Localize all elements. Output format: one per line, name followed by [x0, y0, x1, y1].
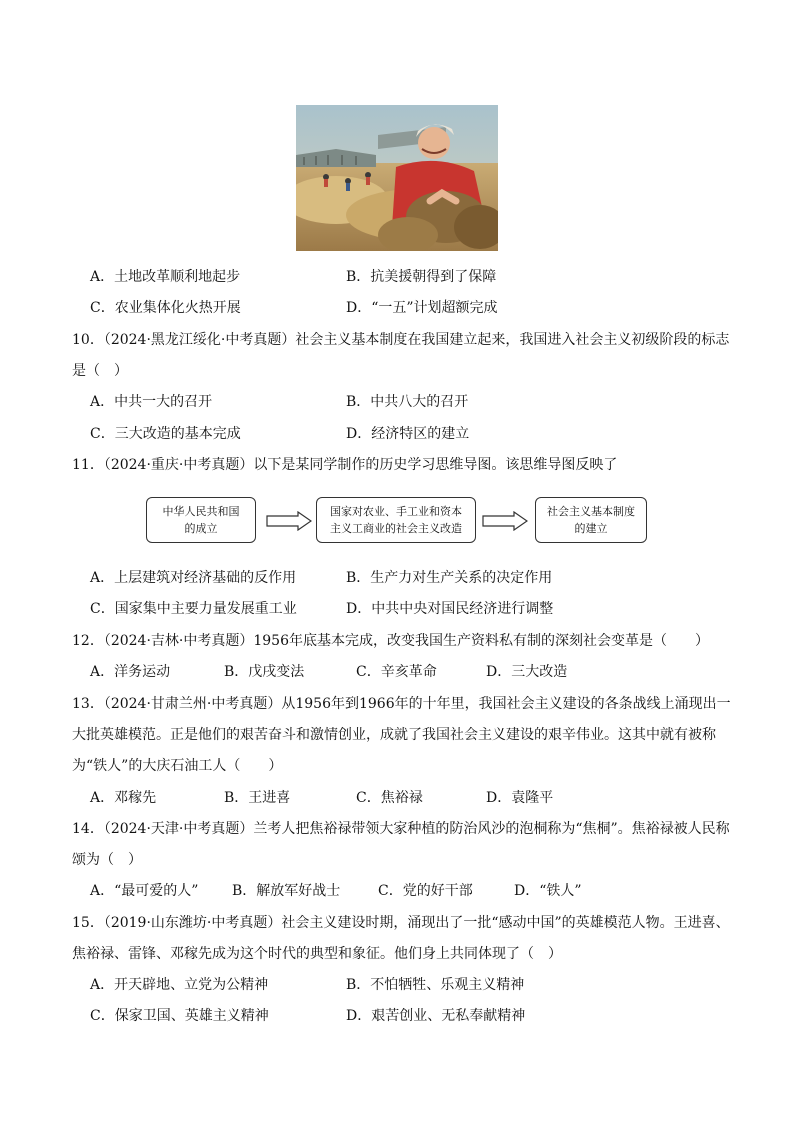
- q14-stem-line1: 14．（2024·天津·中考真题）兰考人把焦裕禄带领大家种植的防治风沙的泡桐称为“焦桐”。焦裕禄被人民称: [72, 821, 730, 837]
- q11-stem: 11．（2024·重庆·中考真题）以下是某同学制作的历史学习思维导图。该思维导图反映了: [72, 457, 618, 473]
- q11-option-b: B．生产力对生产关系的决定作用: [346, 570, 553, 586]
- mindmap-box-prc-founding-line1: 中华人民共和国: [162, 505, 240, 518]
- q13-option-c: C．焦裕禄: [356, 790, 423, 806]
- mindmap-box-socialist-transformation-line1: 国家对农业、手工业和资本: [330, 505, 462, 518]
- mindmap-arrow-1-icon: [266, 511, 312, 531]
- q12-stem: 12．（2024·吉林·中考真题）1956年底基本完成，改变我国生产资料私有制的深刻社会变革是（ ）: [72, 633, 709, 649]
- q13-stem-line3: 为“铁人”的大庆石油工人（ ）: [72, 758, 283, 774]
- q12-option-c: C．辛亥革命: [356, 664, 437, 680]
- q11-option-d: D．中共中央对国民经济进行调整: [346, 601, 554, 617]
- q14-option-b: B．解放军好战士: [232, 883, 341, 899]
- q13-option-d: D．袁隆平: [486, 790, 554, 806]
- q10-stem-line2: 是（ ）: [72, 363, 128, 379]
- mindmap-box-socialist-system-line2: 的建立: [574, 522, 608, 535]
- poster-harvest-woman-icon: [296, 105, 498, 251]
- q10-option-c: C．三大改造的基本完成: [90, 426, 241, 442]
- mindmap-box-prc-founding: [146, 497, 256, 543]
- q14-option-d: D．“铁人”: [514, 883, 582, 899]
- mindmap-arrow-2-icon: [482, 511, 528, 531]
- q14-option-a: A．“最可爱的人”: [90, 883, 199, 899]
- q11-option-a: A．上层建筑对经济基础的反作用: [90, 570, 297, 586]
- mindmap-box-socialist-transformation: [316, 497, 476, 543]
- poster-illustration: [296, 105, 498, 251]
- q13-stem-line1: 13．（2024·甘肃兰州·中考真题）从1956年到1966年的十年里，我国社会主义建设的各条战线上涌现出一: [72, 696, 731, 712]
- q14-option-c: C．党的好干部: [378, 883, 473, 899]
- mindmap-box-prc-founding-line2: 的成立: [184, 522, 218, 535]
- q10-option-a: A．中共一大的召开: [90, 394, 213, 410]
- q9-option-a: A．土地改革顺利地起步: [90, 269, 241, 285]
- q12-option-b: B．戊戌变法: [224, 664, 305, 680]
- q11-option-c: C．国家集中主要力量发展重工业: [90, 601, 297, 617]
- mindmap-box-socialist-system-line1: 社会主义基本制度: [547, 505, 635, 518]
- q13-option-b: B．王进喜: [224, 790, 291, 806]
- q15-option-a: A．开天辟地、立党为公精神: [90, 977, 269, 993]
- q13-option-a: A．邓稼先: [90, 790, 157, 806]
- q15-stem-line1: 15．（2019·山东潍坊·中考真题）社会主义建设时期，涌现出了一批“感动中国”的英雄模范人物。王进喜、: [72, 915, 730, 931]
- q15-stem-line2: 焦裕禄、雷锋、邓稼先成为这个时代的典型和象征。他们身上共同体现了（ ）: [72, 946, 562, 962]
- q12-option-d: D．三大改造: [486, 664, 568, 680]
- q15-option-d: D．艰苦创业、无私奉献精神: [346, 1008, 526, 1024]
- q15-option-b: B．不怕牺牲、乐观主义精神: [346, 977, 525, 993]
- q9-option-c: C．农业集体化火热开展: [90, 300, 241, 316]
- q10-option-d: D．经济特区的建立: [346, 426, 470, 442]
- q13-stem-line2: 大批英雄模范。正是他们的艰苦奋斗和激情创业，成就了我国社会主义建设的艰辛伟业。这其中就有被称: [72, 727, 716, 743]
- mindmap-box-socialist-transformation-line2: 主义工商业的社会主义改造: [330, 522, 462, 535]
- q10-option-b: B．中共八大的召开: [346, 394, 469, 410]
- q14-stem-line2: 颂为（ ）: [72, 852, 142, 868]
- q10-stem-line1: 10．（2024·黑龙江绥化·中考真题）社会主义基本制度在我国建立起来，我国进入社会主义初级阶段的标志: [72, 332, 730, 348]
- q9-option-b: B．抗美援朝得到了保障: [346, 269, 497, 285]
- q9-option-d: D．“一五”计划超额完成: [346, 300, 498, 316]
- q15-option-c: C．保家卫国、英雄主义精神: [90, 1008, 269, 1024]
- mindmap-box-socialist-system: [535, 497, 647, 543]
- q12-option-a: A．洋务运动: [90, 664, 171, 680]
